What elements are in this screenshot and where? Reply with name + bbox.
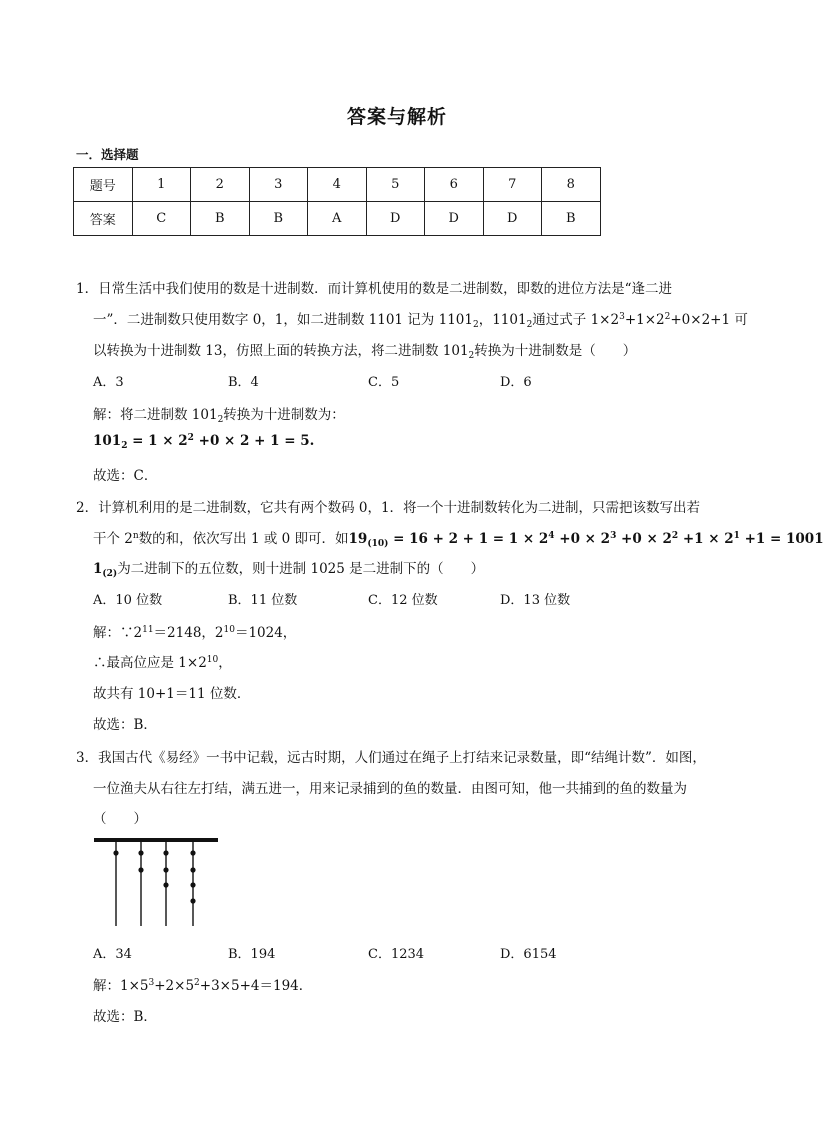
subscript: 2 [217,415,224,425]
text: 解：∵2 [93,625,143,641]
q2-solution-line3: 故共有 10+1＝11 位数． [93,686,251,702]
q1-solution-line1 [93,403,345,425]
table-cell: B [191,202,250,236]
knot [190,898,195,903]
text: +1 × 2 [678,531,734,547]
knot [190,882,195,887]
knot [138,867,143,872]
q1-line2 [93,308,748,330]
table-cell: 6 [425,168,484,202]
table-cell: B [249,202,308,236]
text: 一”．二进制数只使用数字 0，1，如二进制数 1101 记为 1101 [93,312,473,328]
subscript: 2 [121,441,128,451]
option-b: B．11 位数 [228,593,298,608]
knot [190,850,195,855]
subscript: 2 [526,320,533,330]
table-cell: 1 [132,168,191,202]
text: 19 [348,531,368,547]
knot [163,867,168,872]
superscript: 4 [548,531,555,541]
superscript: 10 [206,655,219,665]
text: +0 × 2 + 1 = 5. [193,433,315,449]
table-row [74,202,601,236]
table-cell: 答案 [74,202,133,236]
superscript: 1 [733,531,740,541]
option-b: B．194 [228,947,276,962]
main-rope [94,838,218,842]
section-heading: 一．选择题 [76,147,139,162]
subscript: 2 [468,351,475,361]
text: 以转换为十进制数 13，仿照上面的转换方法，将二进制数 101 [93,343,469,359]
knot [163,850,168,855]
superscript: 2 [194,978,200,988]
table-cell: B [542,202,601,236]
superscript: n [132,531,139,541]
text: 101 [93,433,122,449]
q1-solution-formula [93,433,314,451]
q2-line3 [93,557,484,579]
knot-rope-figure [92,833,222,929]
superscript: 3 [619,312,625,322]
text: = 16 + 2 + 1 = 1 × 2 [388,531,549,547]
text: +2×5 [154,978,195,994]
text: +0 × 2 [616,531,672,547]
table-cell: 4 [308,168,367,202]
q3-line2: 一位渔夫从右往左打结，满五进一，用来记录捕到的鱼的数量．由图可知，他一共捕到的鱼的数量为 [93,781,687,797]
text: +1×2 [624,312,665,328]
option-d: D．6154 [500,947,557,962]
table-cell: A [308,202,367,236]
option-a: A．3 [93,375,124,390]
superscript: 2 [664,312,671,322]
option-a: A．34 [93,947,132,962]
option-b: B．4 [228,375,259,390]
page-title: 答案与解析 [346,106,447,128]
text: 转换为十进制数是（ ） [474,343,637,359]
table-cell: D [425,202,484,236]
table-cell: 8 [542,168,601,202]
table-cell: 7 [483,168,542,202]
text: 干个 2 [93,531,133,547]
text: +1 = 1001 [739,531,824,547]
q3-solution-line1 [93,974,312,994]
q3-line3: （ ） [93,811,147,827]
superscript: 3 [148,978,155,988]
table-cell: 3 [249,168,308,202]
text: 1 [93,561,103,577]
text: ，1101 [478,312,527,328]
text: ， [218,655,232,671]
superscript: 2 [187,433,194,443]
table-cell: D [366,202,425,236]
text: 通过式子 1×2 [532,312,620,328]
text: 解：1×5 [93,978,149,994]
text: ＝1024， [234,625,297,641]
knot [190,867,195,872]
text: 为二进制下的五位数，则十进制 1025 是二进制下的（ ） [117,561,485,577]
knot [138,850,143,855]
table-cell: D [483,202,542,236]
text: 转换为十进制数为： [223,407,345,423]
text: ＝2148，2 [153,625,224,641]
table-cell: C [132,202,191,236]
text: +0 × 2 [554,531,611,547]
q3-solution-answer: 故选：B． [93,1009,157,1025]
text: +3×5+4＝194． [199,978,313,994]
subscript: (2) [102,569,118,579]
knot [113,850,118,855]
text: = 1 × 2 [127,433,188,449]
answer-table [73,167,601,236]
q1-line1: 1．日常生活中我们使用的数是十进制数．而计算机使用的数是二进制数，即数的进位方法是“逢二进 [76,281,672,297]
option-c: C．12 位数 [368,593,438,608]
table-cell: 题号 [74,168,133,202]
q2-solution-line1 [93,621,296,641]
text: +0×2+1 可 [670,312,748,328]
text: 解：将二进制数 101 [93,407,218,423]
option-a: A．10 位数 [93,593,163,608]
q2-solution-answer: 故选：B． [93,717,157,733]
subscript: (10) [367,539,389,549]
superscript: 11 [142,625,154,635]
superscript: 10 [223,625,235,635]
option-c: C．5 [368,375,400,390]
q1-solution-answer: 故选：C． [93,468,158,484]
knot [163,882,168,887]
q2-line1: 2．计算机利用的是二进制数，它共有两个数码 0，1．将一个十进制数转化为二进制，只需把该数写出若 [76,500,701,516]
option-d: D．13 位数 [500,593,571,608]
superscript: 2 [671,531,679,541]
table-cell: 2 [191,168,250,202]
q2-line2 [93,527,824,549]
table-row [74,168,601,202]
superscript: 3 [610,531,617,541]
subscript: 2 [472,320,479,330]
q3-line1: 3．我国古代《易经》一书中记载，远古时期，人们通过在绳子上打结来记录数量，即“结绳计数”．如图， [76,750,706,766]
q1-line3 [93,339,636,361]
table-cell: 5 [366,168,425,202]
q2-solution-line2 [93,651,232,671]
option-c: C．1234 [368,947,425,962]
option-d: D．6 [500,375,532,390]
text: 数的和，依次写出 1 或 0 即可．如 [138,531,349,547]
text: ∴最高位应是 1×2 [93,655,207,671]
